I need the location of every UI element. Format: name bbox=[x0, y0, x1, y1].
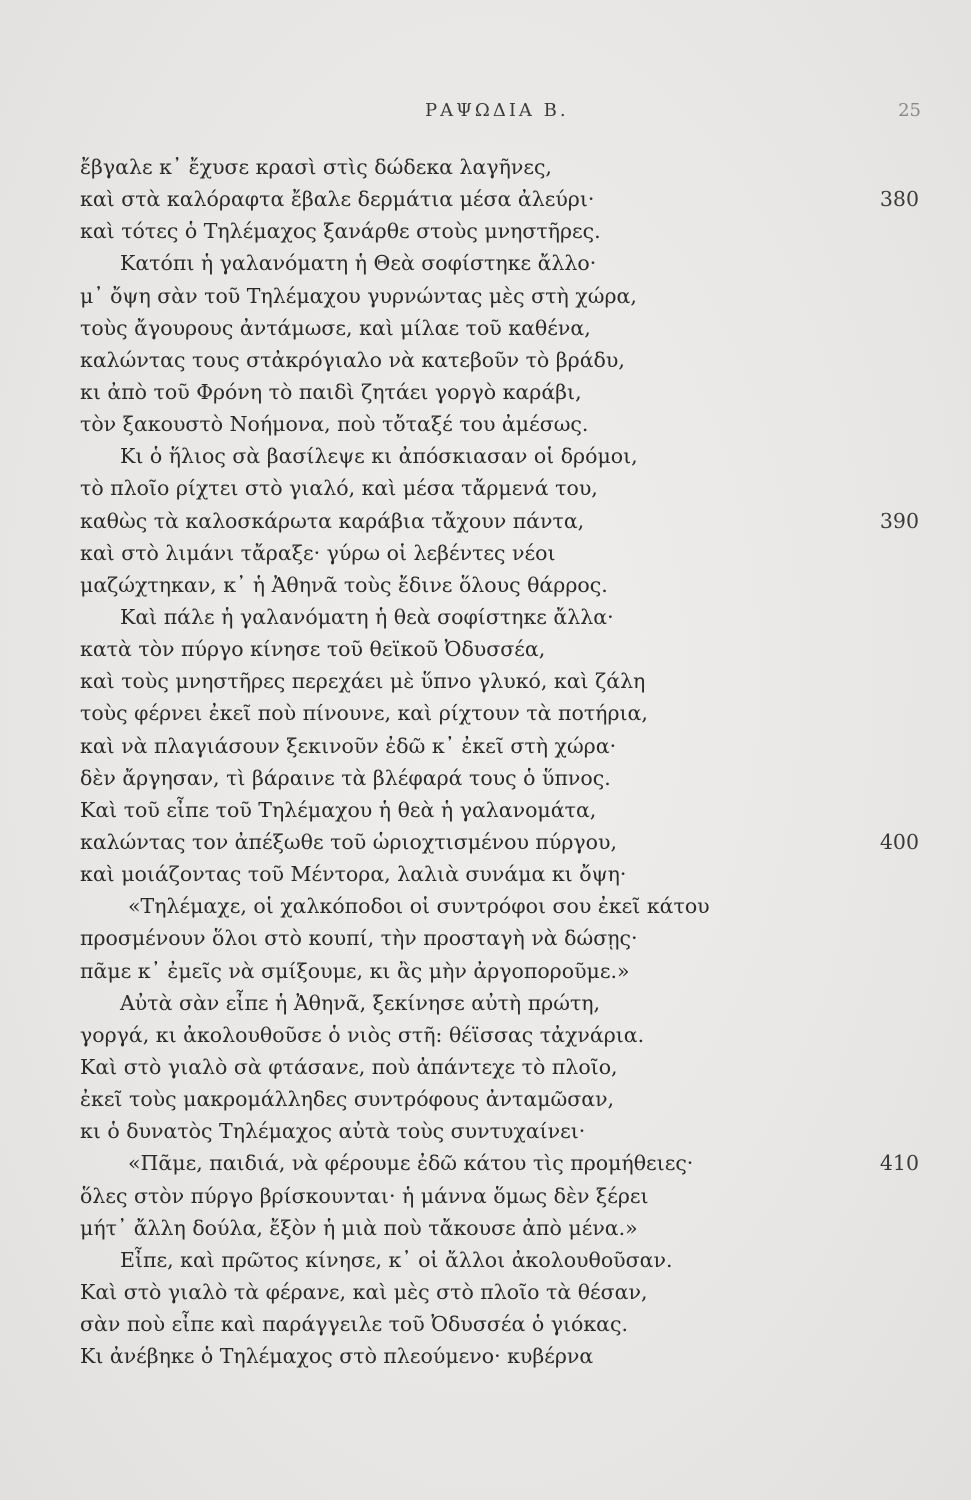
verse-line bbox=[0, 247, 971, 279]
line-number: 400 bbox=[879, 829, 919, 854]
verse-text: καὶ στὰ καλόραφτα ἔβαλε δερμάτια μέσα ἀλεύρι· bbox=[80, 187, 595, 212]
verse-line bbox=[0, 569, 971, 601]
verse-line bbox=[0, 601, 971, 633]
verse-line bbox=[0, 697, 971, 729]
verse-text: τοὺς ἄγουρους ἀντάμωσε, καὶ μίλαε τοῦ καθένα, bbox=[80, 315, 591, 340]
verse-text: ἐκεῖ τοὺς μακρομάλληδες συντρόφους ἀνταμῶσαν, bbox=[80, 1087, 615, 1112]
verse-text: δὲν ἄργησαν, τὶ βάραινε τὰ βλέφαρά τους ὁ ὕπνος. bbox=[80, 765, 611, 790]
verse-text: Εἶπε, καὶ πρῶτος κίνησε, κ᾽ οἱ ἄλλοι ἀκολουθοῦσαν. bbox=[120, 1247, 673, 1272]
page-number: 25 bbox=[898, 100, 921, 121]
verse-text: καθὼς τὰ καλοσκάρωτα καράβια τἄχουν πάντα, bbox=[80, 508, 585, 533]
verse-line bbox=[0, 151, 971, 183]
verse-line bbox=[0, 280, 971, 312]
verse-line bbox=[0, 922, 971, 954]
verse-line bbox=[0, 826, 971, 858]
verse-text: Καὶ στὸ γιαλὸ σὰ φτάσανε, ποὺ ἀπάντεχε τὸ πλοῖο, bbox=[80, 1054, 618, 1079]
line-number: 410 bbox=[879, 1151, 919, 1176]
verse-line bbox=[0, 730, 971, 762]
verse-line bbox=[0, 794, 971, 826]
verse-line bbox=[0, 1019, 971, 1051]
verse-text: καὶ μοιάζοντας τοῦ Μέντορα, λαλιὰ συνάμα κι ὄψη· bbox=[80, 862, 627, 887]
verse-line bbox=[0, 665, 971, 697]
verse-text: Αὐτὰ σὰν εἶπε ἡ Ἀθηνᾶ, ξεκίνησε αὐτὴ πρώτη, bbox=[120, 990, 601, 1015]
verse-line bbox=[0, 633, 971, 665]
page-header bbox=[0, 100, 971, 130]
verse-text: Κι ἀνέβηκε ὁ Τηλέμαχος στὸ πλεούμενο· κυβέρνα bbox=[80, 1344, 594, 1369]
verse-line bbox=[0, 987, 971, 1019]
verse-line bbox=[0, 472, 971, 504]
verse-line bbox=[0, 1180, 971, 1212]
verse-text: τοὺς φέρνει ἐκεῖ ποὺ πίνουνε, καὶ ρίχτουν τὰ ποτήρια, bbox=[80, 701, 648, 726]
verse-line bbox=[0, 312, 971, 344]
verse-line bbox=[0, 1340, 971, 1372]
verse-text: ὅλες στὸν πύργο βρίσκουνται· ἡ μάννα ὅμως δὲν ξέρει bbox=[80, 1183, 649, 1208]
verse-text: Κι ὁ ἥλιος σὰ βασίλεψε κι ἀπόσκιασαν οἱ δρόμοι, bbox=[120, 444, 638, 469]
verse-line bbox=[0, 858, 971, 890]
verse-line bbox=[0, 1244, 971, 1276]
verse-line bbox=[0, 955, 971, 987]
verse-line bbox=[0, 1147, 971, 1179]
verse-line bbox=[0, 505, 971, 537]
verse-text: κατὰ τὸν πύργο κίνησε τοῦ θεϊκοῦ Ὀδυσσέα, bbox=[80, 637, 546, 662]
verse-list bbox=[0, 151, 971, 1372]
verse-text: καλώντας τον ἀπέξωθε τοῦ ὡριοχτισμένου πύργου, bbox=[80, 829, 617, 854]
verse-text: μαζώχτηκαν, κ᾽ ἡ Ἀθηνᾶ τοὺς ἔδινε ὅλους θάρρος. bbox=[80, 572, 608, 597]
verse-line bbox=[0, 183, 971, 215]
verse-text: Κατόπι ἡ γαλανόματη ἡ Θεὰ σοφίστηκε ἄλλο· bbox=[120, 251, 597, 276]
verse-text: προσμένουν ὅλοι στὸ κουπί, τὴν προσταγὴ νὰ δώσῃς· bbox=[80, 926, 638, 951]
verse-line bbox=[0, 537, 971, 569]
verse-text: καὶ νὰ πλαγιάσουν ξεκινοῦν ἐδῶ κ᾽ ἐκεῖ στὴ χώρα· bbox=[80, 733, 617, 758]
verse-line bbox=[0, 1083, 971, 1115]
verse-line bbox=[0, 408, 971, 440]
verse-text: πᾶμε κ᾽ ἐμεῖς νὰ σμίξουμε, κι ἂς μὴν ἀργοποροῦμε.» bbox=[80, 958, 630, 983]
verse-line bbox=[0, 890, 971, 922]
line-number: 390 bbox=[879, 508, 919, 533]
verse-line bbox=[0, 376, 971, 408]
verse-text: Καὶ πάλε ἡ γαλανόματη ἡ θεὰ σοφίστηκε ἄλλα· bbox=[120, 604, 614, 629]
verse-text: καὶ τοὺς μνηστῆρες περεχάει μὲ ὕπνο γλυκό, καὶ ζάλη bbox=[80, 669, 646, 694]
verse-line bbox=[0, 215, 971, 247]
verse-line bbox=[0, 1276, 971, 1308]
verse-text: Καὶ στὸ γιαλὸ τὰ φέρανε, καὶ μὲς στὸ πλοῖο τὰ θέσαν, bbox=[80, 1279, 648, 1304]
line-number: 380 bbox=[879, 187, 919, 212]
verse-text: μ᾽ ὄψη σὰν τοῦ Τηλέμαχου γυρνώντας μὲς στὴ χώρα, bbox=[80, 283, 637, 308]
verse-text: τὸ πλοῖο ρίχτει στὸ γιαλό, καὶ μέσα τἄρμενά του, bbox=[80, 476, 598, 501]
verse-text: «Πᾶμε, παιδιά, νὰ φέρουμε ἐδῶ κάτου τὶς προμήθειες· bbox=[128, 1151, 694, 1176]
verse-line bbox=[0, 1308, 971, 1340]
verse-line bbox=[0, 1212, 971, 1244]
verse-text: μήτ᾽ ἄλλη δούλα, ἔξὸν ἡ μιὰ ποὺ τἄκουσε ἀπὸ μένα.» bbox=[80, 1215, 638, 1240]
verse-line bbox=[0, 344, 971, 376]
verse-line bbox=[0, 1115, 971, 1147]
verse-text: κι ὁ δυνατὸς Τηλέμαχος αὐτὰ τοὺς συντυχαίνει· bbox=[80, 1119, 586, 1144]
verse-text: ἔβγαλε κ᾽ ἔχυσε κρασὶ στὶς δώδεκα λαγῆνες, bbox=[80, 155, 552, 179]
verse-text: «Τηλέμαχε, οἱ χαλκόποδοι οἱ συντρόφοι σου ἐκεῖ κάτου bbox=[128, 894, 710, 919]
verse-text: Καὶ τοῦ εἶπε τοῦ Τηλέμαχου ἡ θεὰ ἡ γαλανομάτα, bbox=[80, 797, 597, 822]
verse-text: σὰν ποὺ εἶπε καὶ παράγγειλε τοῦ Ὀδυσσέα ὁ γιόκας. bbox=[80, 1312, 628, 1337]
running-head: ΡΑΨΩΔΙΑ Β. bbox=[425, 100, 569, 121]
verse-text: γοργά, κι ἀκολουθοῦσε ὁ νιὸς στῆ: θέϊσσας τἀχνάρια. bbox=[80, 1022, 645, 1047]
verse-line bbox=[0, 1051, 971, 1083]
verse-text: καλώντας τους στἀκρόγιαλο νὰ κατεβοῦν τὸ βράδυ, bbox=[80, 347, 625, 372]
verse-text: τὸν ξακουστὸ Νοήμονα, ποὺ τὄταξέ του ἀμέσως. bbox=[80, 412, 589, 437]
verse-line bbox=[0, 762, 971, 794]
verse-text: καὶ στὸ λιμάνι τἄραξε· γύρω οἱ λεβέντες νέοι bbox=[80, 540, 556, 565]
verse-text: κι ἀπὸ τοῦ Φρόνη τὸ παιδὶ ζητάει γοργὸ καράβι, bbox=[80, 379, 582, 404]
verse-line bbox=[0, 440, 971, 472]
verse-text: καὶ τότες ὁ Τηλέμαχος ξανάρθε στοὺς μνηστῆρες. bbox=[80, 219, 601, 244]
